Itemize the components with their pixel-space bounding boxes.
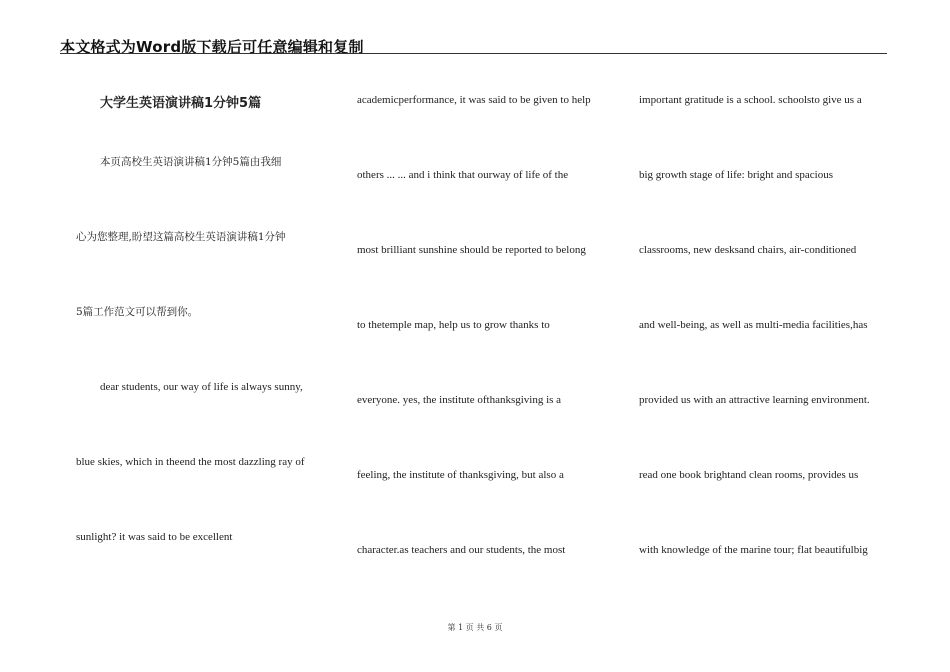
paragraph-line: sunlight? it was said to be excellent — [76, 531, 233, 543]
document-title: 大学生英语演讲稿1分钟5篇 — [100, 96, 262, 111]
paragraph-line: dear students, our way of life is always sunny, — [100, 381, 303, 393]
paragraph-line: read one book brightand clean rooms, provides us — [639, 469, 859, 481]
paragraph-line: big growth stage of life: bright and spacious — [639, 169, 833, 181]
page-footer: 第 1 页 共 6 页 — [447, 623, 503, 632]
paragraph-line: most brilliant sunshine should be reported to belong — [357, 244, 586, 256]
paragraph-line: blue skies, which in theend the most dazzling ray of — [76, 456, 305, 468]
paragraph-line: important gratitude is a school. schoolsto give us a — [639, 94, 862, 106]
paragraph-line: and well-being, as well as multi-media facilities,has — [639, 319, 868, 331]
paragraph-line: academicperformance, it was said to be given to help — [357, 94, 591, 106]
paragraph-line: 心为您整理,盼望这篇高校生英语演讲稿1分钟 — [76, 231, 286, 243]
header-divider — [60, 53, 887, 54]
paragraph-line: provided us with an attractive learning environment. — [639, 394, 870, 406]
paragraph-line: character.as teachers and our students, the most — [357, 544, 566, 556]
paragraph-line: everyone. yes, the institute ofthanksgiving is a — [357, 394, 562, 406]
paragraph-line: 5篇工作范文可以帮到你。 — [76, 306, 199, 318]
paragraph-line: 本页高校生英语演讲稿1分钟5篇由我细 — [100, 156, 282, 168]
paragraph-line: to thetemple map, help us to grow thanks to — [357, 319, 550, 331]
paragraph-line: others ... ... and i think that ourway of life of the — [357, 169, 569, 181]
paragraph-line: with knowledge of the marine tour; flat beautifulbig — [639, 544, 868, 556]
paragraph-line: feeling, the institute of thanksgiving, but also a — [357, 469, 564, 481]
header-text: 本文格式为Word版下载后可任意编辑和复制 — [60, 38, 364, 56]
paragraph-line: classrooms, new desksand chairs, air-conditioned — [639, 244, 857, 256]
